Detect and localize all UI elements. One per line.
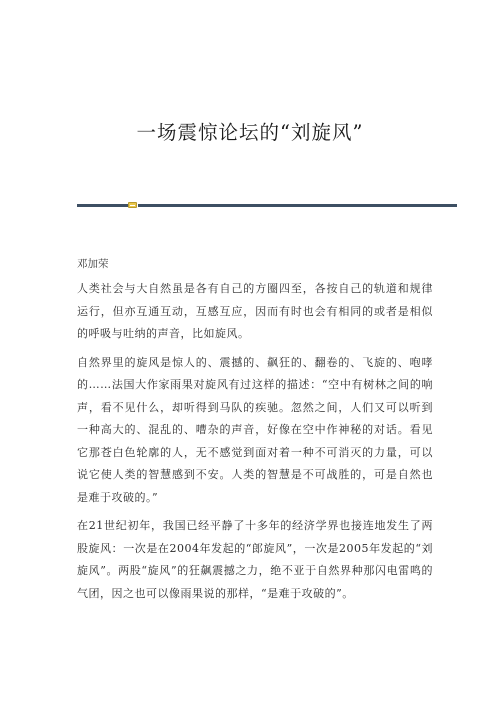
divider-bar-left xyxy=(77,204,128,207)
divider-bar-right xyxy=(138,204,457,207)
document-icon xyxy=(128,202,137,208)
page-title: 一场震惊论坛的“刘旋风” xyxy=(136,121,364,144)
article-body xyxy=(77,278,433,611)
author-name: 邓加荣 xyxy=(77,258,109,270)
paragraph-1: 人类社会与大自然虽是各有自己的方圈四至，各按自己的轨道和规律运行，但亦互通互动，互感互应，因而有时也会有相同的或者是相似的呼吸与吐纳的声音，比如旋风。 xyxy=(77,282,433,340)
paragraph-3: 在21世纪初年，我国已经平静了十多年的经济学界也接连地发生了两股旋风：一次是在2004年发起的“郎旋风”，一次是2005年发起的“刘旋风”。两股“旋风”的狂飙震撼之力，绝不亚于自然界种那闪电雷鸣的气团，因之也可以像雨果说的那样，“是难于攻破的”。 xyxy=(77,519,433,600)
title-divider xyxy=(77,202,457,209)
paragraph-2: 自然界里的旋风是惊人的、震撼的、飙狂的、翻卷的、飞旋的、咆哮的……法国大作家雨果对旋风有过这样的描述：“空中有树林之间的响声，看不见什么，却听得到马队的疾驰。忽然之间，人们又可以听到一种高大的、混乱的、嘈杂的声音，好像在空中作神秘的对话。看见它那苍白色轮廓的人，无不感觉到面对着一种不可消灭的力量，可以说它使人类的智慧感到不安。人类的智慧是不可战胜的，可是自然也是难于攻破的。” xyxy=(77,355,433,504)
